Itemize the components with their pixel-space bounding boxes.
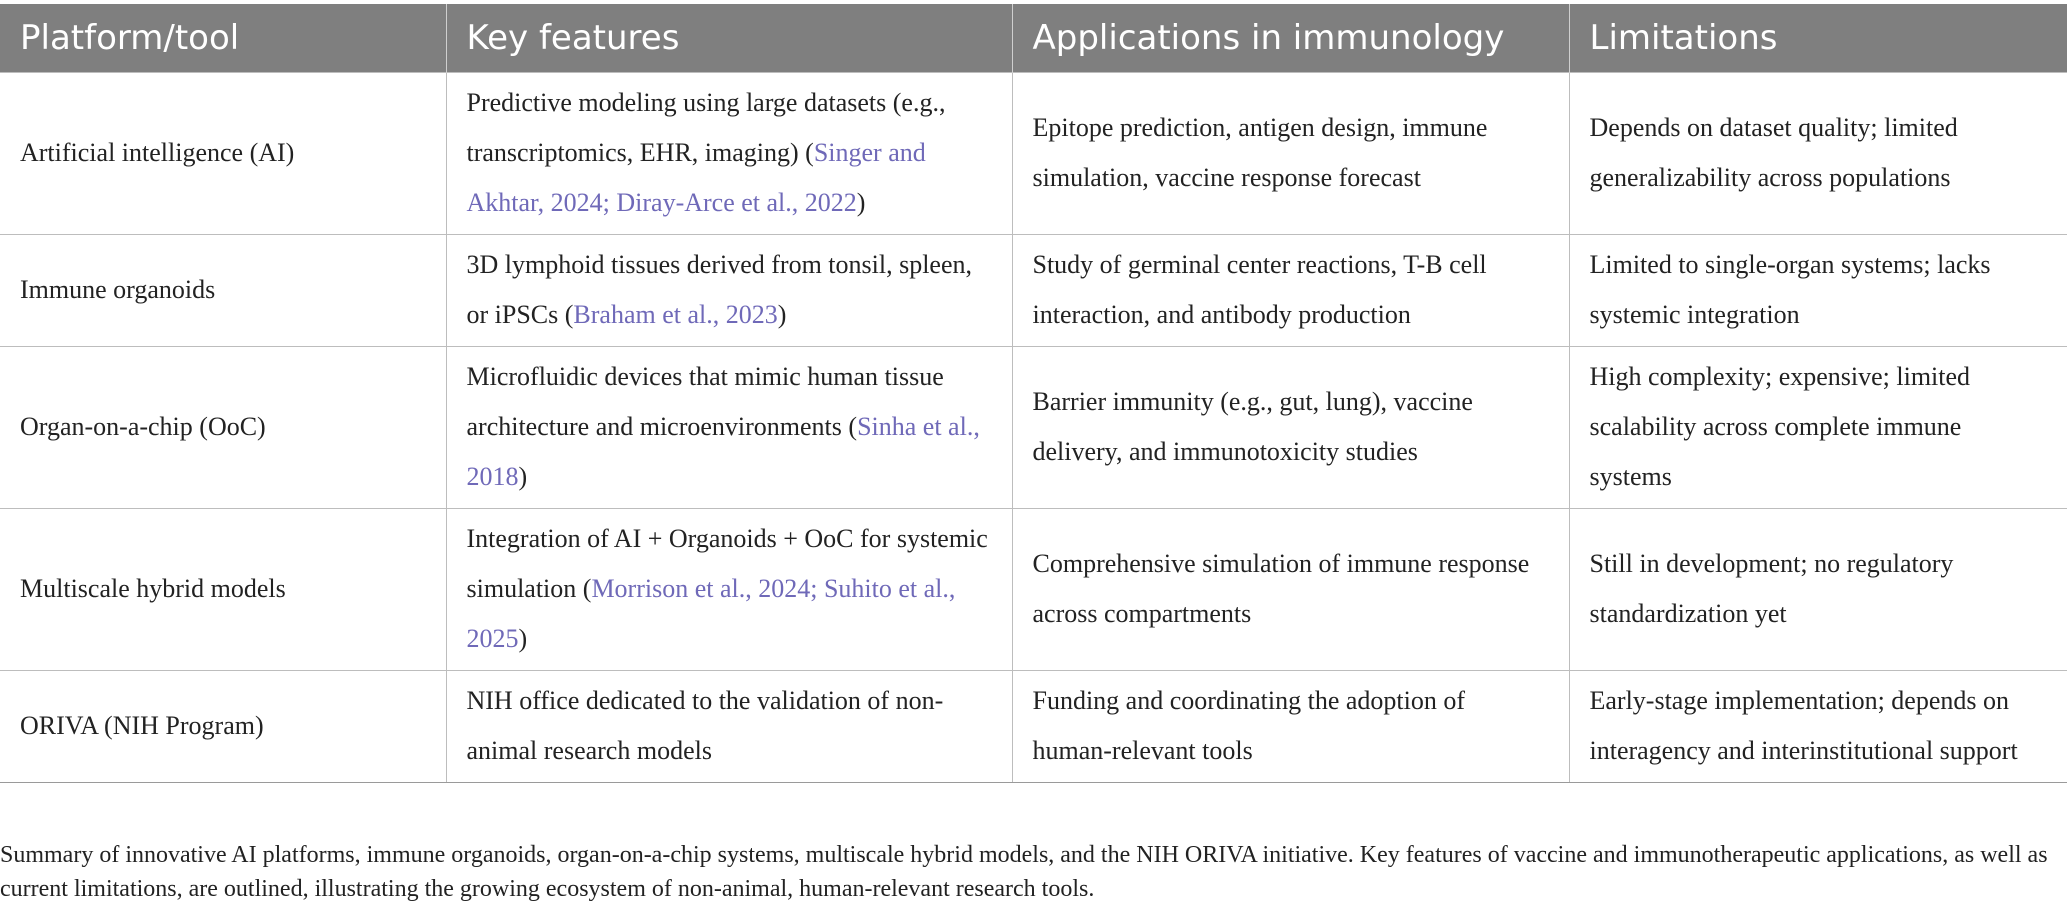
features-text-end: ) <box>518 624 528 653</box>
limitations-cell: Still in development; no regulatory standardization yet <box>1569 509 2067 671</box>
limitations-cell: Limited to single-organ systems; lacks systemic integration <box>1569 235 2067 347</box>
table-row <box>0 347 2067 509</box>
table-body <box>0 73 2067 783</box>
table-row <box>0 509 2067 671</box>
platform-cell: Immune organoids <box>0 235 446 347</box>
features-text: Integration of AI + Organoids + OoC for systemic simulation ( <box>466 524 988 603</box>
features-text-end: ) <box>777 300 787 329</box>
features-cell: NIH office dedicated to the validation of non-animal research models <box>446 671 1012 783</box>
platform-cell: Organ-on-a-chip (OoC) <box>0 347 446 509</box>
comparison-table-container <box>0 4 2067 783</box>
table-header <box>0 4 2067 73</box>
features-cell <box>446 73 1012 235</box>
applications-cell: Study of germinal center reactions, T-B cell interaction, and antibody production <box>1012 235 1569 347</box>
citation-link[interactable]: Morrison et al., 2024; Suhito et al., 2025 <box>466 574 956 653</box>
citation-link[interactable]: Sinha et al., 2018 <box>466 412 980 491</box>
citation-link[interactable]: Singer and Akhtar, 2024; Diray-Arce et al., 2022 <box>466 138 926 217</box>
applications-cell: Comprehensive simulation of immune response across compartments <box>1012 509 1569 671</box>
table-row <box>0 671 2067 783</box>
features-text-end: ) <box>518 462 528 491</box>
applications-cell: Epitope prediction, antigen design, immune simulation, vaccine response forecast <box>1012 73 1569 235</box>
header-key-features: Key features <box>446 4 1012 73</box>
features-cell <box>446 509 1012 671</box>
platform-cell: Artificial intelligence (AI) <box>0 73 446 235</box>
platform-cell: ORIVA (NIH Program) <box>0 671 446 783</box>
features-text: 3D lymphoid tissues derived from tonsil, spleen, or iPSCs ( <box>466 250 973 329</box>
limitations-cell: Early-stage implementation; depends on interagency and interinstitutional support <box>1569 671 2067 783</box>
features-text-end: ) <box>856 188 866 217</box>
features-text: Predictive modeling using large datasets (e.g., transcriptomics, EHR, imaging) ( <box>466 88 946 167</box>
limitations-cell: Depends on dataset quality; limited generalizability across populations <box>1569 73 2067 235</box>
header-row <box>0 4 2067 73</box>
features-cell <box>446 235 1012 347</box>
applications-cell: Barrier immunity (e.g., gut, lung), vaccine delivery, and immunotoxicity studies <box>1012 347 1569 509</box>
header-limitations: Limitations <box>1569 4 2067 73</box>
limitations-cell: High complexity; expensive; limited scalability across complete immune systems <box>1569 347 2067 509</box>
comparison-table <box>0 4 2067 783</box>
features-text: Microfluidic devices that mimic human tissue architecture and microenvironments ( <box>466 362 944 441</box>
table-caption: Summary of innovative AI platforms, immune organoids, organ-on-a-chip systems, multiscale hybrid models, and the NIH ORIVA initiative. Key features of vaccine and immunotherapeutic applications, as well as current limitations, are outlined, illustrating the growing ecosystem of non-animal, human-relevant research tools. <box>0 842 2048 902</box>
table-row <box>0 235 2067 347</box>
platform-cell: Multiscale hybrid models <box>0 509 446 671</box>
header-platform: Platform/tool <box>0 4 446 73</box>
table-row <box>0 73 2067 235</box>
features-cell <box>446 347 1012 509</box>
citation-link[interactable]: Braham et al., 2023 <box>573 300 778 329</box>
header-applications: Applications in immunology <box>1012 4 1569 73</box>
applications-cell: Funding and coordinating the adoption of human-relevant tools <box>1012 671 1569 783</box>
